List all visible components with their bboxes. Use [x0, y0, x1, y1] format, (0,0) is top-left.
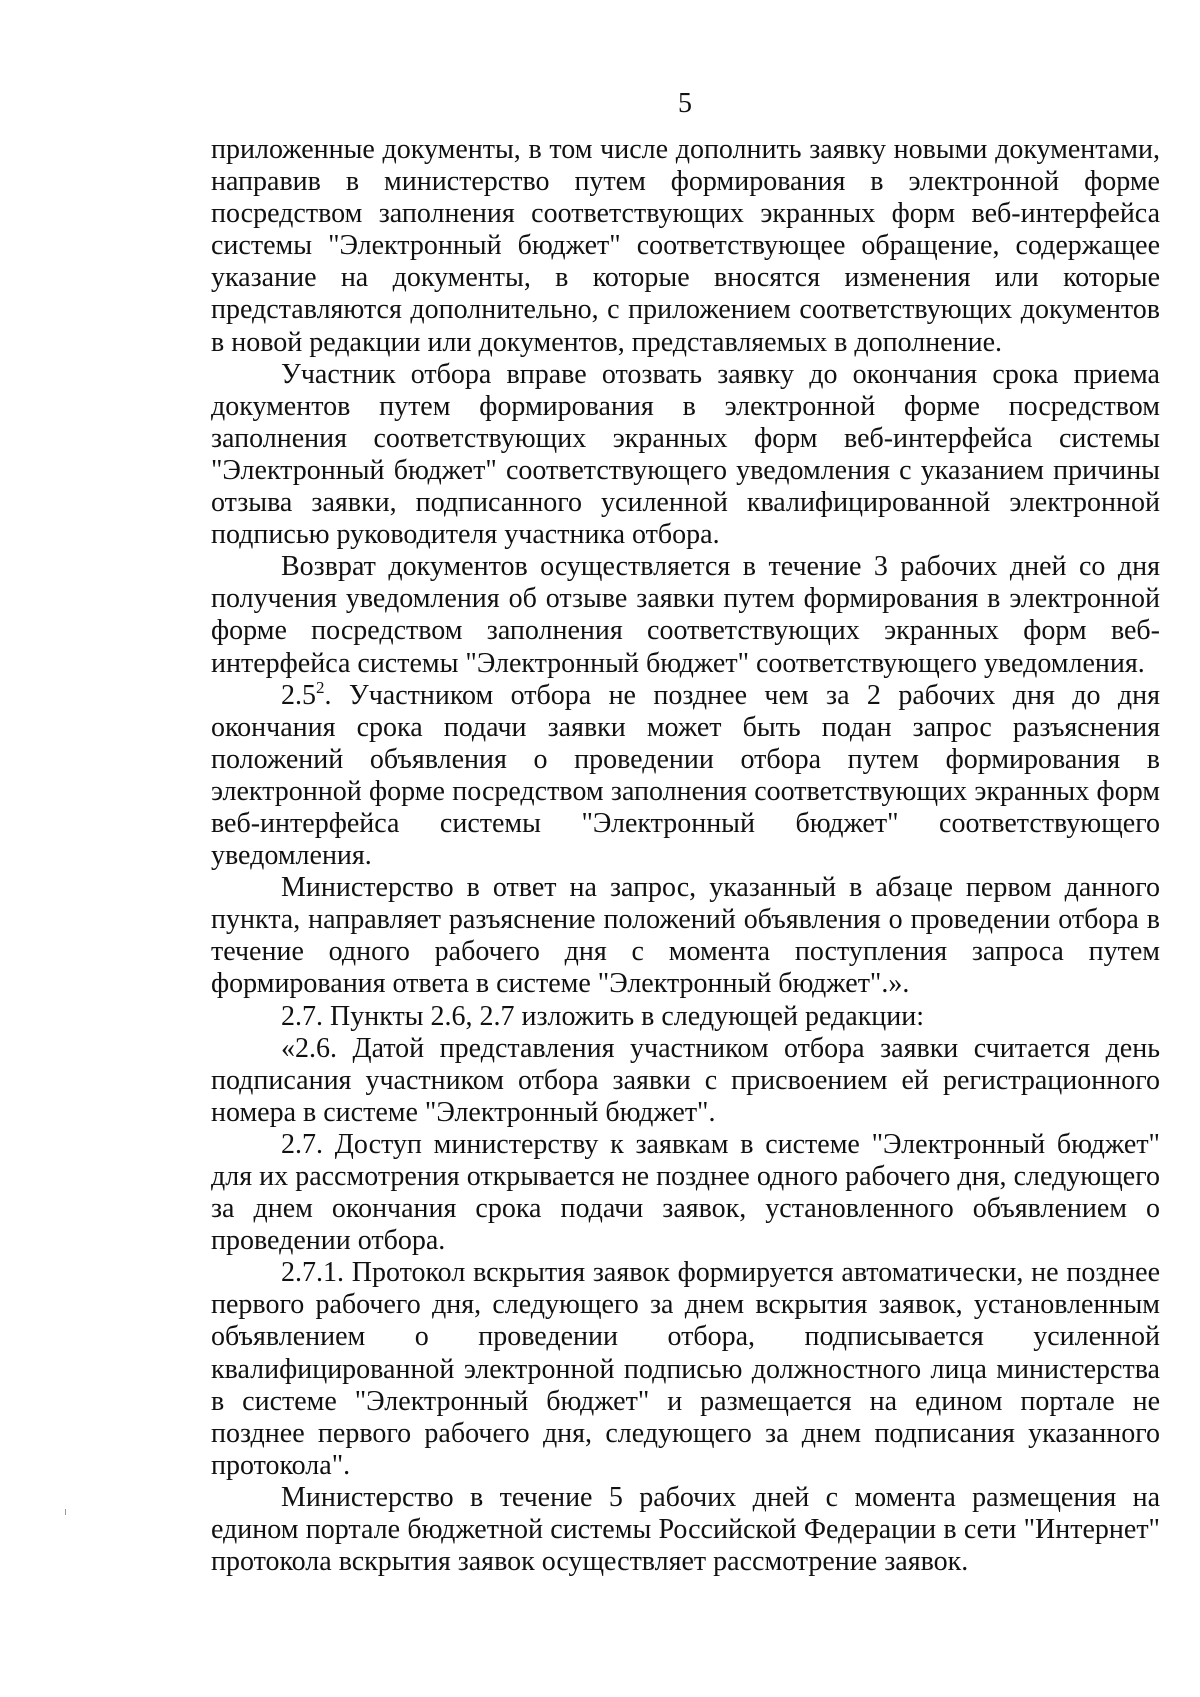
body-text — [211, 134, 1160, 1578]
paragraph: Возврат документов осуществляется в течение 3 рабочих дней со дня получения уведомления об отзыве заявки путем формирования в электронной форме посредством заполнения соответствующих экранных форм веб-интерфейса системы "Электронный бюджет" соответствующего уведомления. — [211, 551, 1160, 679]
clause-text: . Участником отбора не позднее чем за 2 рабочих дня до дня окончания срока подачи заявки может быть подан запрос разъяснения положений объявления о проведении отбора путем формирования в электронной форме посредством заполнения соответствующих экранных форм веб-интерфейса системы "Электронный бюджет" соответствующего уведомления. — [211, 679, 1160, 872]
page-number: 5 — [678, 88, 692, 119]
paragraph: 2.7. Доступ министерству к заявкам в системе "Электронный бюджет" для их рассмотрения открывается не позднее одного рабочего дня, следующего за днем окончания срока подачи заявок, установленного объявлением о проведении отбора. — [211, 1128, 1160, 1257]
paragraph: приложенные документы, в том числе дополнить заявку новыми документами, направив в министерство путем формирования в электронной форме посредством заполнения соответствующих экранных форм веб-интерфейса системы "Электронный бюджет" соответствующее обращение, содержащее указание на документы, в которые вносятся изменения или которые представляются дополнительно, с приложением соответствующих документов в новой редакции или документов, представляемых в дополнение. — [211, 134, 1160, 358]
clause-number-superscript: 2 — [316, 677, 325, 697]
paragraph: Министерство в течение 5 рабочих дней с момента размещения на едином портале бюджетной системы Российской Федерации в сети "Интернет" протокола вскрытия заявок осуществляет рассмотрение заявок. — [211, 1481, 1160, 1578]
paragraph: Министерство в ответ на запрос, указанный в абзаце первом данного пункта, направляет разъяснение положений объявления о проведении отбора в течение одного рабочего дня с момента поступления запроса путем формирования ответа в системе "Электронный бюджет".». — [211, 872, 1160, 1000]
scan-artifact — [65, 1509, 66, 1515]
paragraph: 2.7. Пункты 2.6, 2.7 изложить в следующей редакции: — [281, 1000, 925, 1032]
paragraph-2-5-2 — [211, 677, 1160, 873]
clause-number: 2.5 — [281, 679, 316, 711]
paragraph: 2.7.1. Протокол вскрытия заявок формируется автоматически, не позднее первого рабочего дня, следующего за днем вскрытия заявок, установленным объявлением о проведении отбора, подписывается усиленной квалифицированной электронной подписью должностного лица министерства в системе "Электронный бюджет" и размещается на едином портале не позднее первого рабочего дня, следующего за днем подписания указанного протокола". — [211, 1257, 1160, 1481]
paragraph: Участник отбора вправе отозвать заявку до окончания срока приема документов путем формирования в электронной форме посредством заполнения соответствующих экранных форм веб-интерфейса системы "Электронный бюджет" соответствующего уведомления с указанием причины отзыва заявки, подписанного усиленной квалифицированной электронной подписью руководителя участника отбора. — [211, 358, 1160, 551]
paragraph: «2.6. Датой представления участником отбора заявки считается день подписания участником отбора заявки с присвоением ей регистрационного номера в системе "Электронный бюджет". — [211, 1032, 1160, 1128]
